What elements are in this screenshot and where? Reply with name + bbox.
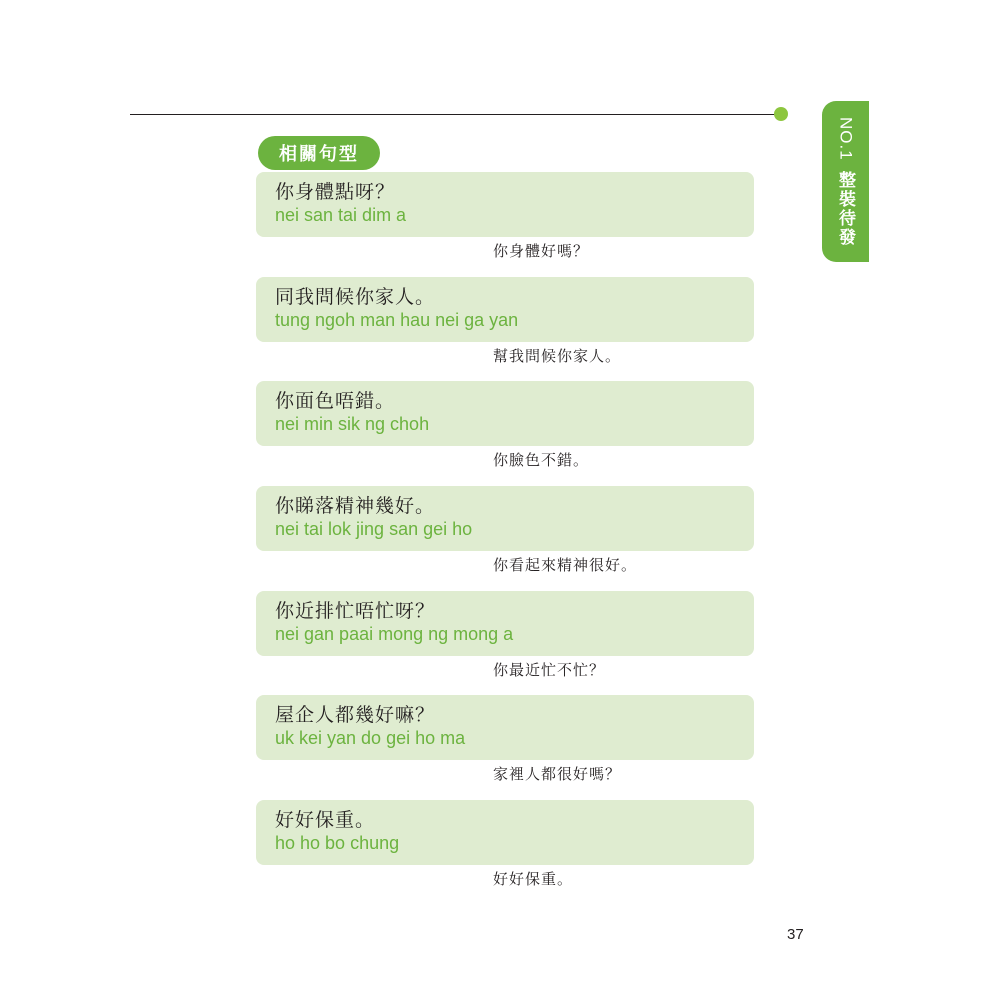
phrase-meaning: 你看起來精神很好。 — [493, 556, 638, 574]
phrase-item — [256, 172, 754, 260]
phrase-meaning: 你臉色不錯。 — [493, 451, 590, 469]
phrase-romanization: uk kei yan do gei ho ma — [275, 728, 466, 748]
phrase-item — [256, 800, 754, 888]
phrase-romanization: tung ngoh man hau nei ga yan — [275, 310, 519, 330]
phrase-cantonese: 屋企人都幾好嘛？ — [275, 704, 436, 726]
phrase-cantonese: 同我問候你家人。 — [275, 286, 436, 308]
phrase-meaning: 你最近忙不忙？ — [493, 661, 606, 679]
phrase-box — [256, 381, 754, 446]
header-rule — [130, 114, 777, 115]
phrase-item — [256, 591, 754, 679]
chapter-tab — [822, 101, 869, 262]
phrase-romanization: ho ho bo chung — [275, 833, 400, 853]
phrase-item — [256, 486, 754, 574]
page-number: 37 — [787, 926, 804, 943]
phrase-romanization: nei gan paai mong ng mong a — [275, 624, 514, 644]
phrase-box — [256, 172, 754, 237]
phrase-box — [256, 591, 754, 656]
phrase-item — [256, 695, 754, 783]
phrase-cantonese: 好好保重。 — [275, 809, 376, 831]
phrase-cantonese: 你近排忙唔忙呀？ — [275, 600, 436, 622]
phrase-romanization: nei san tai dim a — [275, 205, 407, 225]
phrase-meaning: 幫我問候你家人。 — [493, 347, 622, 365]
phrase-box — [256, 800, 754, 865]
phrase-romanization: nei min sik ng choh — [275, 414, 430, 434]
phrase-cantonese: 你睇落精神幾好。 — [275, 495, 436, 517]
phrase-box — [256, 695, 754, 760]
phrase-meaning: 好好保重。 — [493, 870, 574, 888]
phrase-meaning: 你身體好嗎？ — [493, 242, 590, 260]
phrase-box — [256, 486, 754, 551]
header-rule-dot — [774, 107, 788, 121]
chapter-title: 整裝待發 — [835, 170, 855, 247]
phrase-cantonese: 你身體點呀？ — [275, 181, 396, 203]
phrase-cantonese: 你面色唔錯。 — [275, 390, 396, 412]
phrase-item — [256, 277, 754, 365]
section-label: 相關句型 — [258, 136, 380, 170]
phrase-meaning: 家裡人都很好嗎？ — [493, 765, 622, 783]
phrase-romanization: nei tai lok jing san gei ho — [275, 519, 473, 539]
phrase-item — [256, 381, 754, 469]
chapter-number: NO.1 — [836, 117, 856, 161]
phrase-box — [256, 277, 754, 342]
